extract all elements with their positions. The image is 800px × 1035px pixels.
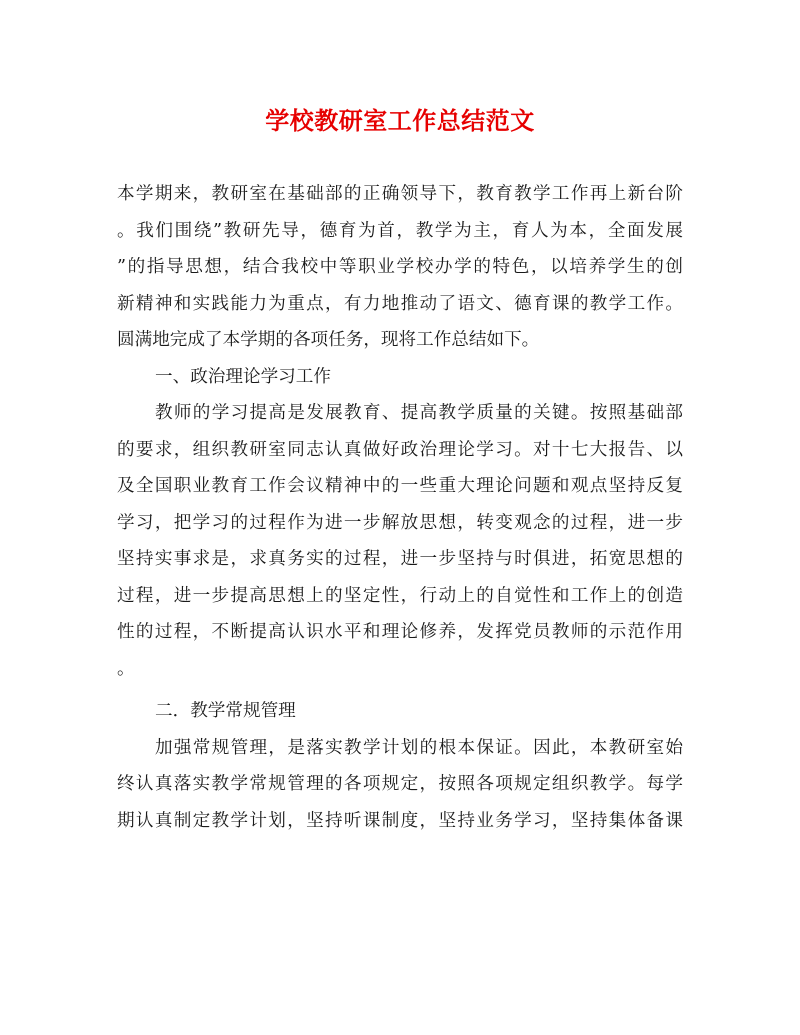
body-line: ”的指导思想，结合我校中等职业学校办学的特色，以培养学生的创	[117, 257, 683, 277]
body-line: 圆满地完成了本学期的各项任务，现将工作总结如下。	[117, 330, 540, 350]
body-line: 新精神和实践能力为重点，有力地推动了语文、德育课的教学工作。	[117, 293, 683, 314]
body-line: 。	[117, 658, 135, 679]
document-body	[117, 176, 683, 839]
body-line: 终认真落实教学常规管理的各项规定，按照各项规定组织教学。每学	[117, 774, 683, 794]
body-line: 坚持实事求是，求真务实的过程，进一步坚持与时俱进，拓宽思想的	[117, 549, 683, 569]
body-line: 过程，进一步提高思想上的坚定性，行动上的自觉性和工作上的创造	[117, 585, 683, 606]
body-line: 性的过程，不断提高认识水平和理论修养，发挥党员教师的示范作用	[117, 622, 683, 642]
document-title: 学校教研室工作总结范文	[265, 106, 535, 135]
body-line: 一、政治理论学习工作	[155, 366, 331, 387]
body-line: 教师的学习提高是发展教育、提高教学质量的关键。按照基础部	[155, 403, 683, 423]
body-line: 期认真制定教学计划，坚持听课制度，坚持业务学习，坚持集体备课	[117, 810, 683, 831]
body-line: 的要求，组织教研室同志认真做好政治理论学习。对十七大报告、以	[117, 439, 683, 460]
body-line: 学习，把学习的过程作为进一步解放思想，转变观念的过程，进一步	[117, 512, 683, 533]
body-line: 二．教学常规管理	[155, 701, 296, 721]
body-line: 及全国职业教育工作会议精神中的一些重大理论问题和观点坚持反复	[117, 476, 683, 496]
body-line: 加强常规管理，是落实教学计划的根本保证。因此，本教研室始	[155, 737, 683, 758]
body-line: 。我们围绕”教研先导，德育为首，教学为主，育人为本，全面发展	[117, 220, 683, 241]
body-line: 本学期来，教研室在基础部的正确领导下，教育教学工作再上新台阶	[117, 184, 683, 204]
